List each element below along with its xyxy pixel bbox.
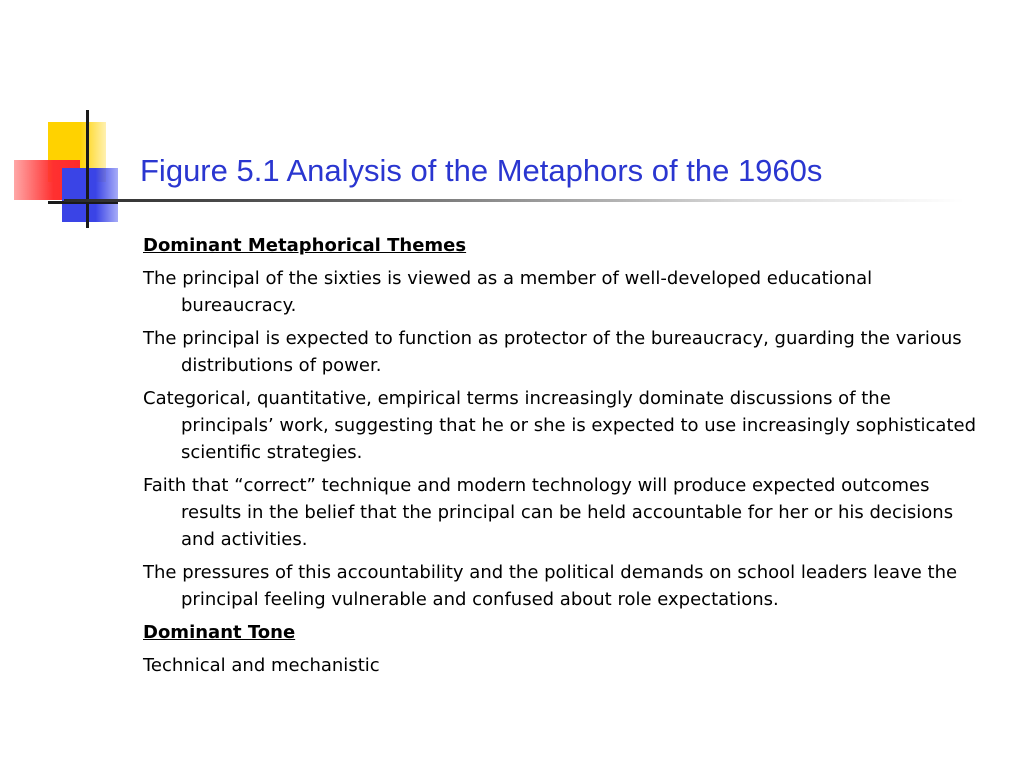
decorative-logo-blocks [0,0,140,240]
paragraph: Faith that “correct” technique and modern technology will produce expected outcomes results in the belief that the principal can be held accountable for her or his decisions and activities. [143,475,954,550]
heading-dominant-themes: Dominant Metaphorical Themes [143,235,467,256]
slide-title: Figure 5.1 Analysis of the Metaphors of the 1960s [140,153,823,188]
heading-dominant-tone: Dominant Tone [143,622,296,643]
paragraph: The principal is expected to function as protector of the bureaucracy, guarding the various distributions of power. [143,328,962,376]
paragraph: The pressures of this accountability and the political demands on school leaders leave the principal feeling vulnerable and confused about role expectations. [143,562,958,610]
paragraph: The principal of the sixties is viewed as a member of well-developed educational bureaucracy. [143,268,873,316]
title-underline-rule [64,199,964,202]
paragraph: Categorical, quantitative, empirical terms increasingly dominate discussions of the principals’ work, suggesting that he or she is expected to use increasingly sophisticated scientific strategies. [143,388,977,463]
blue-square [62,168,118,222]
tone-text: Technical and mechanistic [143,655,380,676]
slide-body [143,232,988,685]
logo-vertical-line [86,110,89,228]
